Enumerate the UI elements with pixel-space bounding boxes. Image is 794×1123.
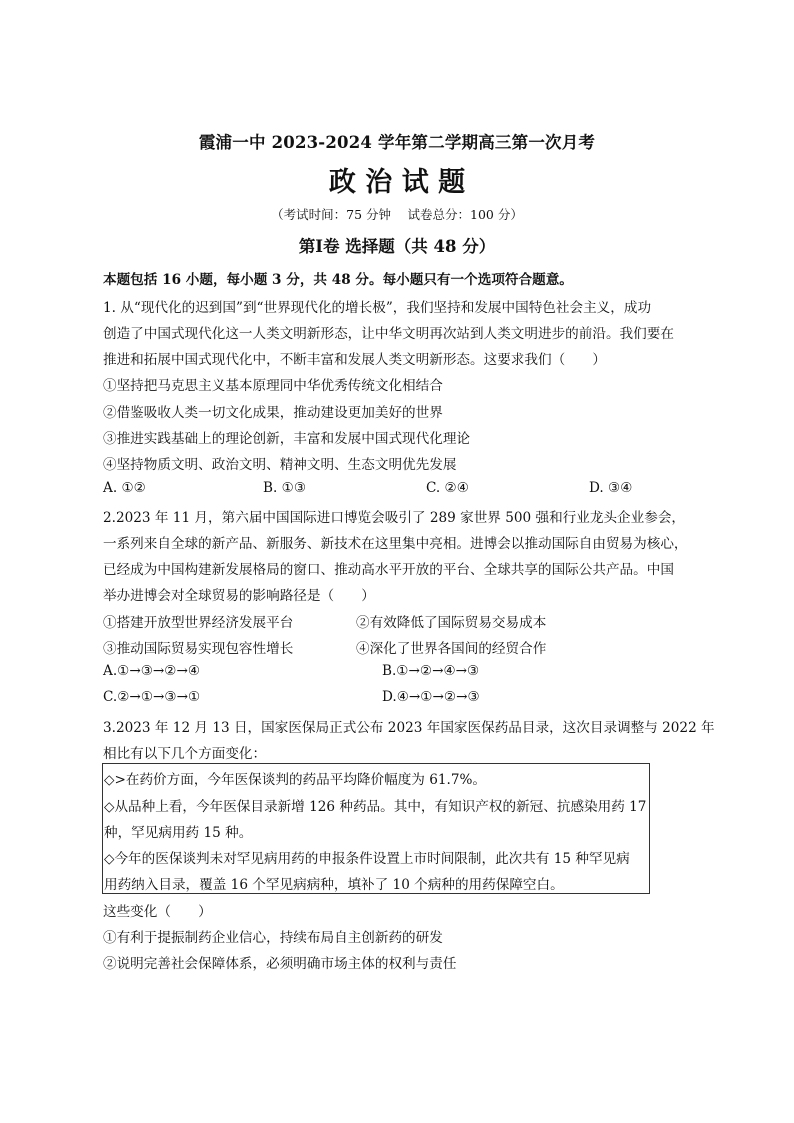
q3-box-line: ◇今年的医保谈判未对罕见病用药的申报条件设置上市时间限制，此次共有 15 种罕见病 [104,851,630,867]
q3-statement: ①有利于提振制药企业信心，持续布局自主创新药的研发 [103,930,443,946]
q1-statement: ②借鉴吸收人类一切文化成果，推动建设更加美好的世界 [103,405,443,421]
exam-info: （考试时间：75 分钟 试卷总分：100 分） [271,207,523,222]
q3-statement: ②说明完善社会保障体系，必须明确市场主体的权利与责任 [103,956,457,972]
q2-stem-line: 已经成为中国构建新发展格局的窗口、推动高水平开放的平台、全球共享的国际公共产品。中国 [103,562,674,578]
q1-statement: ④坚持物质文明、政治文明、精神文明、生态文明优先发展 [103,457,457,473]
q1-stem-line: 1. 从“现代化的迟到国”到“世界现代化的增长极”，我们坚持和发展中国特色社会主义，成功 [103,300,652,316]
q3-box-line: ◇>在药价方面，今年医保谈判的药品平均降价幅度为 61.7%。 [104,772,487,788]
q2-stem-line: 一系列来自全球的新产品、新服务、新技术在这里集中亮相。进博会以推动国际自由贸易为核心， [103,536,688,552]
q2-statement: ④深化了世界各国间的经贸合作 [356,641,547,657]
q2-stem-line: 举办进博会对全球贸易的影响路径是（ ） [103,588,375,604]
q2-statement: ①搭建开放型世界经济发展平台 [103,615,294,631]
q3-after-text: 这些变化（ ） [103,904,212,920]
section-title: 第Ⅰ卷 选择题（共 48 分） [298,237,496,256]
q1-option-b[interactable]: B. ①③ [263,480,307,496]
q3-stem-line: 相比有以下几个方面变化： [103,746,267,762]
section-instructions: 本题包括 16 小题，每小题 3 分，共 48 分。每小题只有一个选项符合题意。 [103,272,573,288]
q2-stem-line: 2.2023 年 11 月，第六届中国国际进口博览会吸引了 289 家世界 500 强和行业龙头企业参会， [103,510,685,526]
q3-stem-line: 3.2023 年 12 月 13 日，国家医保局正式公布 2023 年国家医保药品目录，这次目录调整与 2022 年 [103,720,715,736]
q2-option-c[interactable]: C.②→①→③→① [103,689,201,705]
q1-statement: ①坚持把马克思主义基本原理同中华优秀传统文化相结合 [103,378,443,394]
subject-title: 政 治 试 题 [328,167,466,198]
q3-info-box [102,763,650,894]
q2-option-b[interactable]: B.①→②→④→③ [382,663,480,679]
q2-statement: ③推动国际贸易实现包容性增长 [103,641,294,657]
q2-option-d[interactable]: D.④→①→②→③ [382,689,480,705]
q3-box-line: 种，罕见病用药 15 种。 [104,825,253,841]
q1-option-c[interactable]: C. ②④ [426,480,469,496]
q1-option-d[interactable]: D. ③④ [589,480,633,496]
q1-statement: ③推进实践基础上的理论创新，丰富和发展中国式现代化理论 [103,431,471,447]
q3-box-line: 用药纳入目录，覆盖 16 个罕见病病种，填补了 10 个病种的用药保障空白。 [104,877,564,893]
q2-statement: ②有效降低了国际贸易交易成本 [356,615,547,631]
q2-option-a[interactable]: A.①→③→②→④ [103,663,201,679]
q1-option-a[interactable]: A. ①② [103,480,146,496]
q1-stem-line: 推进和拓展中国式现代化中，不断丰富和发展人类文明新形态。这要求我们（ ） [103,352,606,368]
q1-stem-line: 创造了中国式现代化这一人类文明新形态，让中华文明再次站到人类文明进步的前沿。我们要在 [103,326,674,342]
exam-title: 霞浦一中 2023-2024 学年第二学期高三第一次月考 [198,133,596,152]
q3-box-line: ◇从品种上看，今年医保目录新增 126 种药品。其中，有知识产权的新冠、抗感染用药 17 [104,799,647,815]
